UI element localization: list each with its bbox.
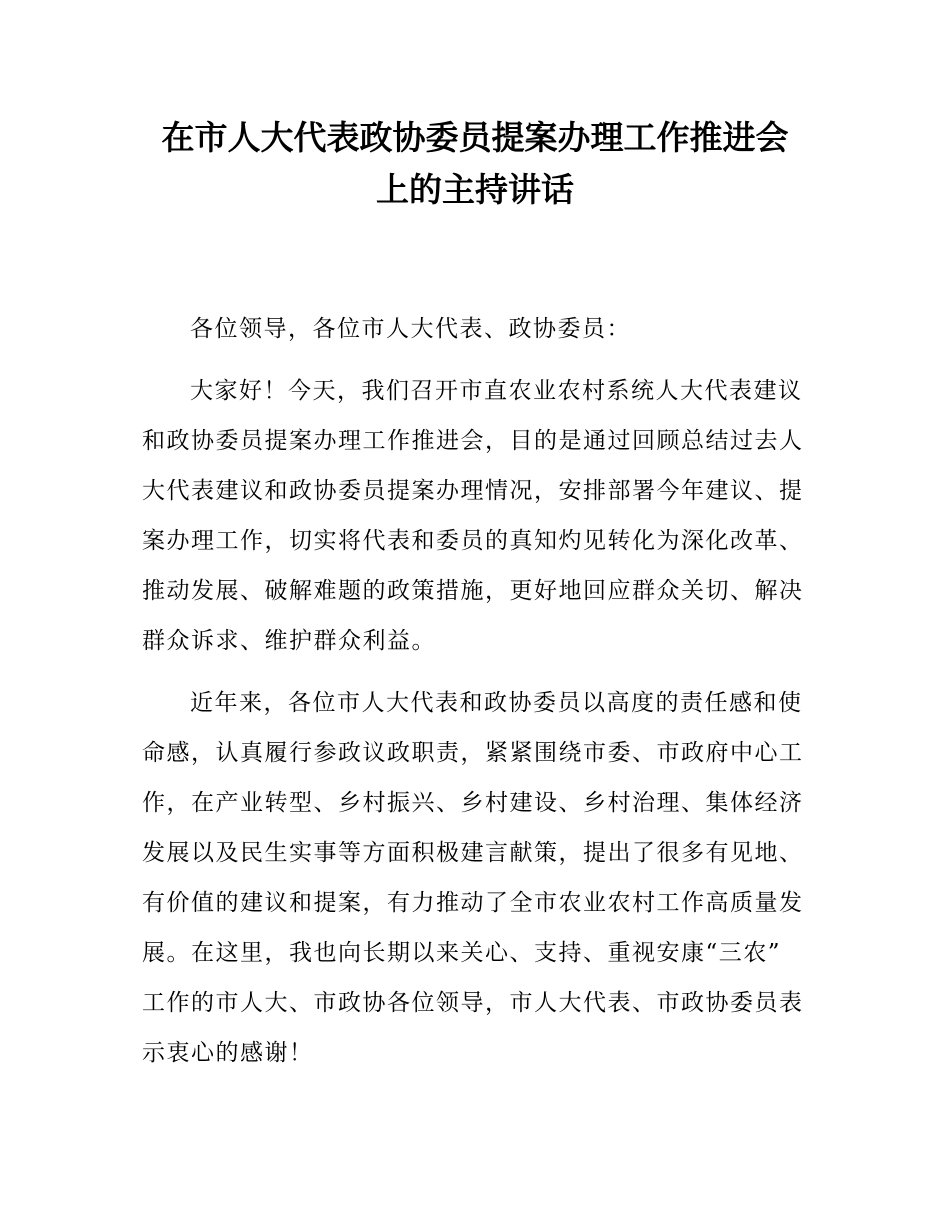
paragraph-greeting xyxy=(142,304,812,354)
title-line-2: 上的主持讲话 xyxy=(376,170,574,209)
text-line: 作，在产业转型、乡村振兴、乡村建设、乡村治理、集体经济 xyxy=(142,790,804,816)
document-body xyxy=(142,304,812,1090)
text-line: 各位领导，各位市人大代表、政协委员： xyxy=(190,316,631,342)
text-line: 命感，认真履行参政议政职责，紧紧围绕市委、市政府中心工 xyxy=(142,740,804,766)
text-line: 有价值的建议和提案，有力推动了全市农业农村工作高质量发 xyxy=(142,890,804,916)
text-line: 展。在这里，我也向长期以来关心、支持、重视安康“三农” xyxy=(142,940,782,966)
text-line: 推动发展、破解难题的政策措施，更好地回应群众关切、解决 xyxy=(142,578,804,604)
paragraph-recent-years xyxy=(142,678,812,1078)
text-line: 和政协委员提案办理工作推进会，目的是通过回顾总结过去人 xyxy=(142,428,804,454)
paragraph-opening xyxy=(142,366,812,666)
text-line: 示衷心的感谢！ xyxy=(142,1040,314,1066)
document-title xyxy=(120,112,830,216)
text-line: 案办理工作，切实将代表和委员的真知灼见转化为深化改革、 xyxy=(142,528,804,554)
text-line: 发展以及民生实事等方面积极建言献策，提出了很多有见地、 xyxy=(142,840,804,866)
text-line: 大家好！今天，我们召开市直农业农村系统人大代表建议 xyxy=(190,378,803,404)
title-line-1: 在市人大代表政协委员提案办理工作推进会 xyxy=(161,118,789,157)
text-line: 群众诉求、维护群众利益。 xyxy=(142,628,436,654)
text-line: 工作的市人大、市政协各位领导，市人大代表、市政协委员表 xyxy=(142,990,804,1016)
text-line: 近年来，各位市人大代表和政协委员以高度的责任感和使 xyxy=(190,690,803,716)
text-line: 大代表建议和政协委员提案办理情况，安排部署今年建议、提 xyxy=(142,478,804,504)
